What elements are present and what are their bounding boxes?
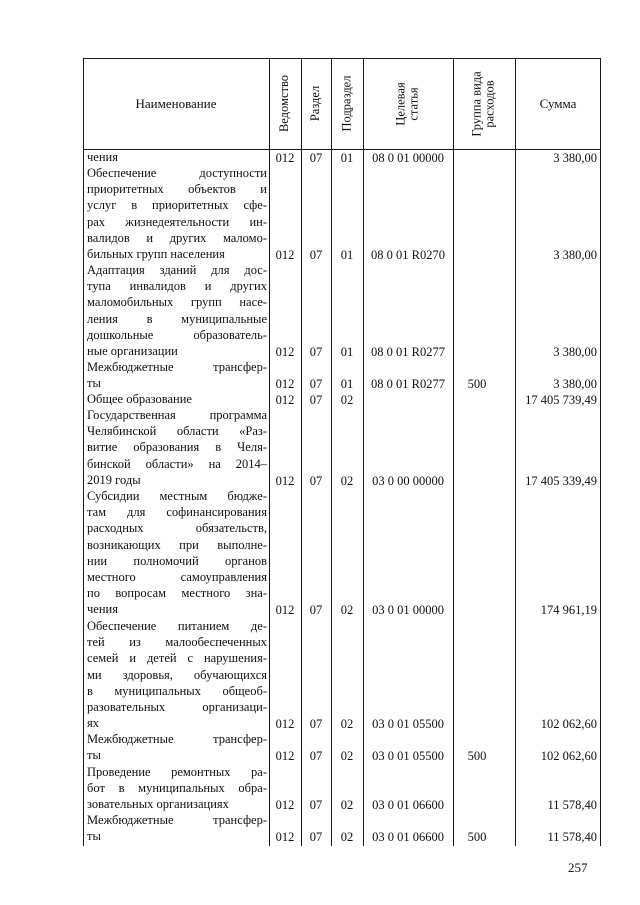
row-name-line: в муниципальных общеоб- xyxy=(87,683,267,698)
row-name-line: Государственная программа xyxy=(87,408,267,422)
row-name-line: ления в муниципальные xyxy=(87,311,267,326)
header-celevaya-line1: Целевая xyxy=(394,81,408,126)
cell-gruppa: 500 xyxy=(467,377,487,391)
row-name-line: ми здоровья, обучающихся xyxy=(87,667,267,682)
row-name-line: 2019 годы xyxy=(87,472,141,487)
column-divider xyxy=(453,58,454,846)
header-celevaya xyxy=(363,58,453,149)
cell-vedomstvo: 012 xyxy=(275,248,295,262)
cell-celevaya: 03 0 01 06600 xyxy=(372,830,444,844)
row-name-line: Общее образование xyxy=(87,392,192,406)
row-name-line: тупа инвалидов и других xyxy=(87,279,267,294)
row-name xyxy=(87,407,267,488)
row-name-line: Межбюджетные трансфер- xyxy=(87,813,267,827)
row-name-line: ты xyxy=(87,748,101,763)
row-name xyxy=(87,165,267,262)
header-gruppa xyxy=(453,58,515,149)
cell-razdel: 07 xyxy=(309,474,323,488)
cell-razdel: 07 xyxy=(309,603,323,617)
cell-razdel: 07 xyxy=(309,798,323,812)
cell-podrazdel: 01 xyxy=(340,248,354,262)
header-celevaya-text xyxy=(395,82,421,125)
row-name-line: зовательных организациях xyxy=(87,797,229,812)
cell-celevaya: 03 0 01 05500 xyxy=(372,717,444,731)
cell-razdel: 07 xyxy=(309,749,323,763)
table-border-left xyxy=(83,58,84,846)
cell-podrazdel: 02 xyxy=(340,474,354,488)
row-name-line: дошкольные образователь- xyxy=(87,327,267,342)
row-name xyxy=(87,764,267,813)
header-vedomstvo xyxy=(269,58,301,149)
table-border-right xyxy=(600,58,601,846)
cell-summa: 3 380,00 xyxy=(553,345,597,359)
cell-celevaya: 08 0 01 R0270 xyxy=(371,248,445,262)
row-name-line: ты xyxy=(87,829,101,844)
header-summa xyxy=(515,58,601,149)
cell-celevaya: 03 0 01 06600 xyxy=(372,798,444,812)
cell-celevaya: 03 0 01 00000 xyxy=(372,603,444,617)
cell-celevaya: 03 0 01 05500 xyxy=(372,749,444,763)
row-name-line: рах жизнедеятельности ин- xyxy=(87,214,267,229)
row-name-line: бинской области» на 2014– xyxy=(87,456,267,471)
header-podrazdel xyxy=(331,58,363,149)
page-number: 257 xyxy=(568,860,588,875)
budget-table xyxy=(83,58,601,846)
cell-gruppa: 500 xyxy=(467,749,487,763)
cell-summa: 3 380,00 xyxy=(553,248,597,262)
row-name-line: семей и детей с нарушения- xyxy=(87,651,267,666)
row-name-line: Челябинской области «Раз- xyxy=(87,424,267,439)
row-name-line: местного самоуправления xyxy=(87,570,267,585)
row-name-line: чения xyxy=(87,150,118,164)
cell-razdel: 07 xyxy=(309,248,323,262)
row-name-line: ях xyxy=(87,716,99,731)
row-name xyxy=(87,731,267,763)
header-gruppa-text xyxy=(471,71,497,136)
cell-podrazdel: 02 xyxy=(340,393,354,407)
row-name xyxy=(87,359,267,391)
cell-podrazdel: 02 xyxy=(340,717,354,731)
cell-vedomstvo: 012 xyxy=(275,345,295,359)
header-razdel xyxy=(301,58,331,149)
row-name xyxy=(87,149,267,165)
row-name-line: бильных групп населения xyxy=(87,247,225,262)
cell-podrazdel: 01 xyxy=(340,151,354,165)
header-gruppa-line1: Группа вида xyxy=(470,70,485,137)
row-name-line: возникающих при выполне- xyxy=(87,537,267,552)
row-name-line: чения xyxy=(87,602,118,617)
cell-podrazdel: 02 xyxy=(340,749,354,763)
cell-vedomstvo: 012 xyxy=(275,830,295,844)
cell-vedomstvo: 012 xyxy=(275,474,295,488)
cell-razdel: 07 xyxy=(309,345,323,359)
row-name xyxy=(87,488,267,618)
row-name-line: маломобильных групп насе- xyxy=(87,295,267,310)
row-name-line: валидов и других маломо- xyxy=(87,230,267,245)
row-name xyxy=(87,262,267,359)
cell-summa: 174 961,19 xyxy=(540,603,597,617)
row-name-line: витие образования в Челя- xyxy=(87,440,267,455)
header-celevaya-line2: статья xyxy=(407,86,421,121)
row-name-line: Обеспечение доступности xyxy=(87,166,267,180)
row-name-line: разовательных организаци- xyxy=(87,700,267,715)
row-name xyxy=(87,391,267,407)
cell-vedomstvo: 012 xyxy=(275,151,295,165)
cell-celevaya: 08 0 01 00000 xyxy=(372,151,444,165)
cell-vedomstvo: 012 xyxy=(275,603,295,617)
cell-podrazdel: 01 xyxy=(340,377,354,391)
row-name-line: приоритетных объектов и xyxy=(87,182,267,197)
cell-celevaya: 08 0 01 R0277 xyxy=(371,377,445,391)
cell-summa: 17 405 339,49 xyxy=(525,474,597,488)
row-name-line: по вопросам местного зна- xyxy=(87,586,267,601)
cell-summa: 3 380,00 xyxy=(553,377,597,391)
row-name-line: Субсидии местным бюдже- xyxy=(87,489,267,503)
row-name-line: Адаптация зданий для дос- xyxy=(87,263,267,277)
cell-razdel: 07 xyxy=(309,377,323,391)
row-name-line: бот в муниципальных обра- xyxy=(87,781,267,796)
row-name-line: тей из малообеспеченных xyxy=(87,635,267,650)
cell-vedomstvo: 012 xyxy=(275,393,295,407)
row-name-line: расходных обязательств, xyxy=(87,521,267,536)
cell-celevaya: 03 0 00 00000 xyxy=(372,474,444,488)
cell-summa: 11 578,40 xyxy=(547,830,597,844)
row-name-line: Проведение ремонтных ра- xyxy=(87,765,267,779)
header-razdel-text: Раздел xyxy=(308,85,323,122)
cell-razdel: 07 xyxy=(309,830,323,844)
cell-vedomstvo: 012 xyxy=(275,749,295,763)
cell-razdel: 07 xyxy=(309,717,323,731)
header-gruppa-line2: расходов xyxy=(483,79,498,128)
cell-podrazdel: 01 xyxy=(340,345,354,359)
cell-summa: 17 405 739,49 xyxy=(525,393,597,407)
header-vedomstvo-text: Ведомство xyxy=(277,74,292,133)
header-name xyxy=(83,58,269,149)
cell-summa: 11 578,40 xyxy=(547,798,597,812)
cell-podrazdel: 02 xyxy=(340,798,354,812)
cell-gruppa: 500 xyxy=(467,830,487,844)
header-name-text: Наименование xyxy=(135,95,217,111)
row-name-line: там для софинансирования xyxy=(87,505,267,520)
cell-vedomstvo: 012 xyxy=(275,798,295,812)
cell-podrazdel: 02 xyxy=(340,603,354,617)
row-name-line: нии полномочий органов xyxy=(87,553,267,568)
row-name-line: Межбюджетные трансфер- xyxy=(87,360,267,374)
cell-summa: 102 062,60 xyxy=(540,717,597,731)
header-summa-text: Сумма xyxy=(539,95,577,111)
cell-summa: 102 062,60 xyxy=(540,749,597,763)
row-name-line: услуг в приоритетных сфе- xyxy=(87,198,267,213)
row-name xyxy=(87,812,267,844)
row-name-line: Межбюджетные трансфер- xyxy=(87,732,267,746)
cell-vedomstvo: 012 xyxy=(275,377,295,391)
header-podrazdel-text: Подраздел xyxy=(339,75,354,132)
cell-vedomstvo: 012 xyxy=(275,717,295,731)
row-name xyxy=(87,618,267,731)
cell-podrazdel: 02 xyxy=(340,830,354,844)
row-name-line: ты xyxy=(87,376,101,391)
row-name-line: Обеспечение питанием де- xyxy=(87,619,267,633)
cell-summa: 3 380,00 xyxy=(553,151,597,165)
cell-razdel: 07 xyxy=(309,393,323,407)
cell-razdel: 07 xyxy=(309,151,323,165)
cell-celevaya: 08 0 01 R0277 xyxy=(371,345,445,359)
row-name-line: ные организации xyxy=(87,344,178,359)
